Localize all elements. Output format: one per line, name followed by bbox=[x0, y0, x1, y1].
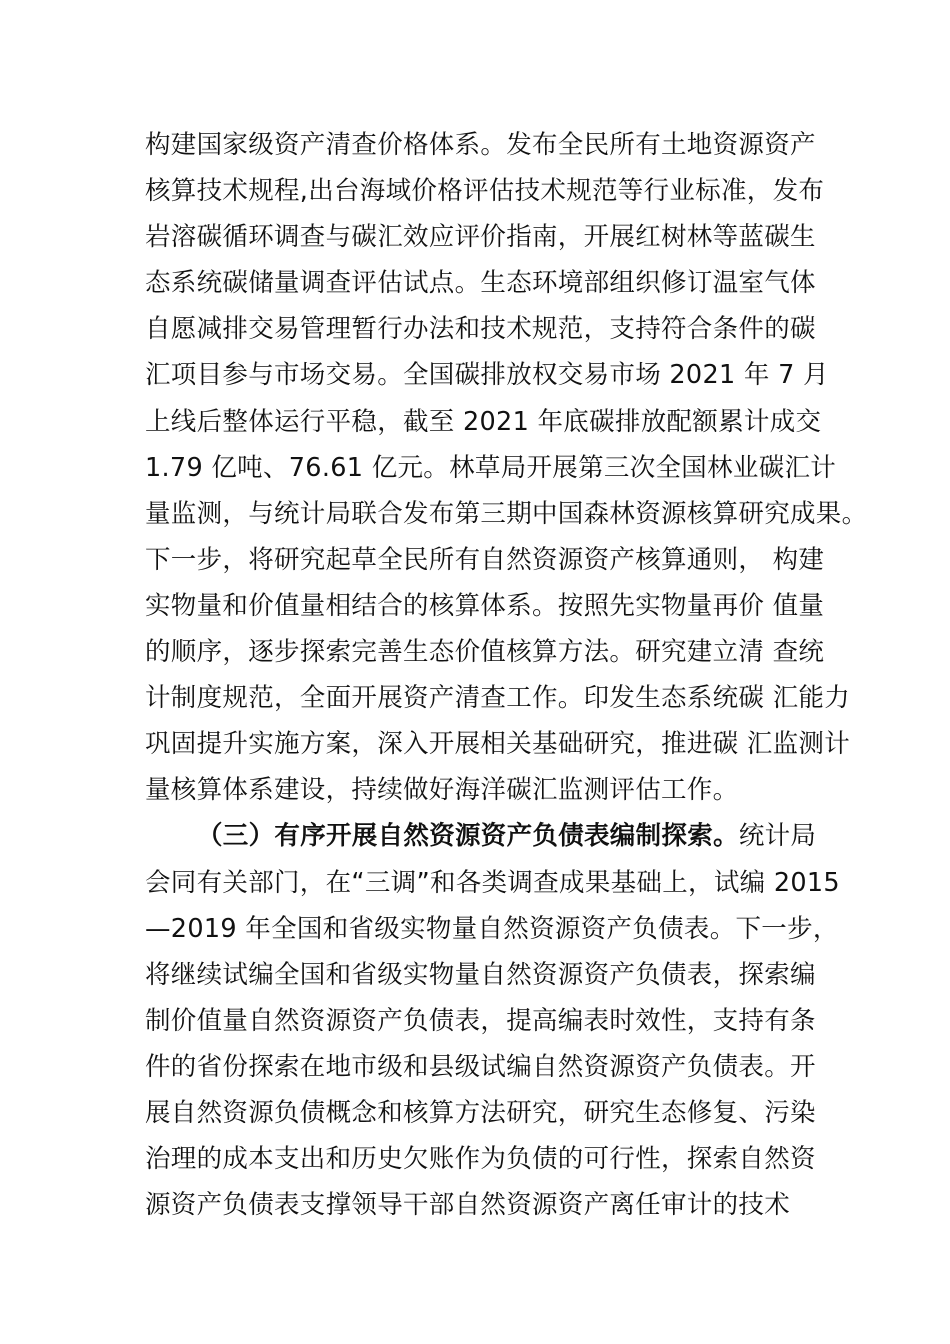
text-line: 态系统碳储量调查评估试点。生态环境部组织修订温室气体 bbox=[145, 268, 816, 299]
text-line: 会同有关部门，在“三调”和各类调查成果基础上，试编 2015 bbox=[145, 867, 840, 898]
text-line: 将继续试编全国和省级实物量自然资源资产负债表，探索编 bbox=[145, 959, 816, 990]
text-line: 1.79 亿吨、76.61 亿元。林草局开展第三次全国林业碳汇计 bbox=[145, 452, 837, 483]
section-heading-rest: 统计局 bbox=[738, 821, 817, 852]
text-line: 展自然资源负债概念和核算方法研究，研究生态修复、污染 bbox=[145, 1097, 816, 1128]
text-line: 上线后整体运行平稳，截至 2021 年底碳排放配额累计成交 bbox=[145, 406, 822, 437]
text-line: 构建国家级资产清查价格体系。发布全民所有土地资源资产 bbox=[145, 130, 816, 160]
body-text bbox=[145, 122, 868, 1228]
text-line: 件的省份探索在地市级和县级试编自然资源资产负债表。开 bbox=[145, 1051, 816, 1082]
text-line: —2019 年全国和省级实物量自然资源资产负债表。下一步， bbox=[145, 913, 839, 944]
text-line: 核算技术规程,出台海域价格评估技术规范等行业标准，发布 bbox=[145, 176, 825, 207]
text-line: 源资产负债表支撑领导干部自然资源资产离任审计的技术 bbox=[145, 1190, 791, 1221]
text-line: 汇项目参与市场交易。全国碳排放权交易市场 2021 年 7 月 bbox=[145, 360, 829, 391]
section-3-first-line bbox=[145, 813, 845, 859]
paragraph-carbon-accounting bbox=[145, 122, 868, 813]
text-line: 巩固提升实施方案，深入开展相关基础研究，推进碳 汇监测计 bbox=[145, 729, 851, 760]
text-line: 制价值量自然资源资产负债表，提高编表时效性，支持有条 bbox=[145, 1005, 816, 1036]
section-heading: （三）有序开展自然资源资产负债表编制探索。 bbox=[197, 821, 739, 852]
text-line: 治理的成本支出和历史欠账作为负债的可行性，探索自然资 bbox=[145, 1144, 816, 1175]
text-line: 量核算体系建设，持续做好海洋碳汇监测评估工作。 bbox=[145, 775, 739, 806]
text-line: 自愿减排交易管理暂行办法和技术规范，支持符合条件的碳 bbox=[145, 314, 816, 345]
text-line: 的顺序，逐步探索完善生态价值核算方法。研究建立清 查统 bbox=[145, 637, 825, 668]
paragraph-section-3 bbox=[145, 813, 845, 1228]
text-line: 实物量和价值量相结合的核算体系。按照先实物量再价 值量 bbox=[145, 590, 825, 621]
text-line: 下一步，将研究起草全民所有自然资源资产核算通则， 构建 bbox=[145, 544, 825, 575]
text-line: 计制度规范，全面开展资产清查工作。印发生态系统碳 汇能力 bbox=[145, 683, 851, 714]
text-line: 量监测，与统计局联合发布第三期中国森林资源核算研究成果。 bbox=[145, 498, 868, 529]
text-line: 岩溶碳循环调查与碳汇效应评价指南，开展红树林等蓝碳生 bbox=[145, 222, 816, 253]
